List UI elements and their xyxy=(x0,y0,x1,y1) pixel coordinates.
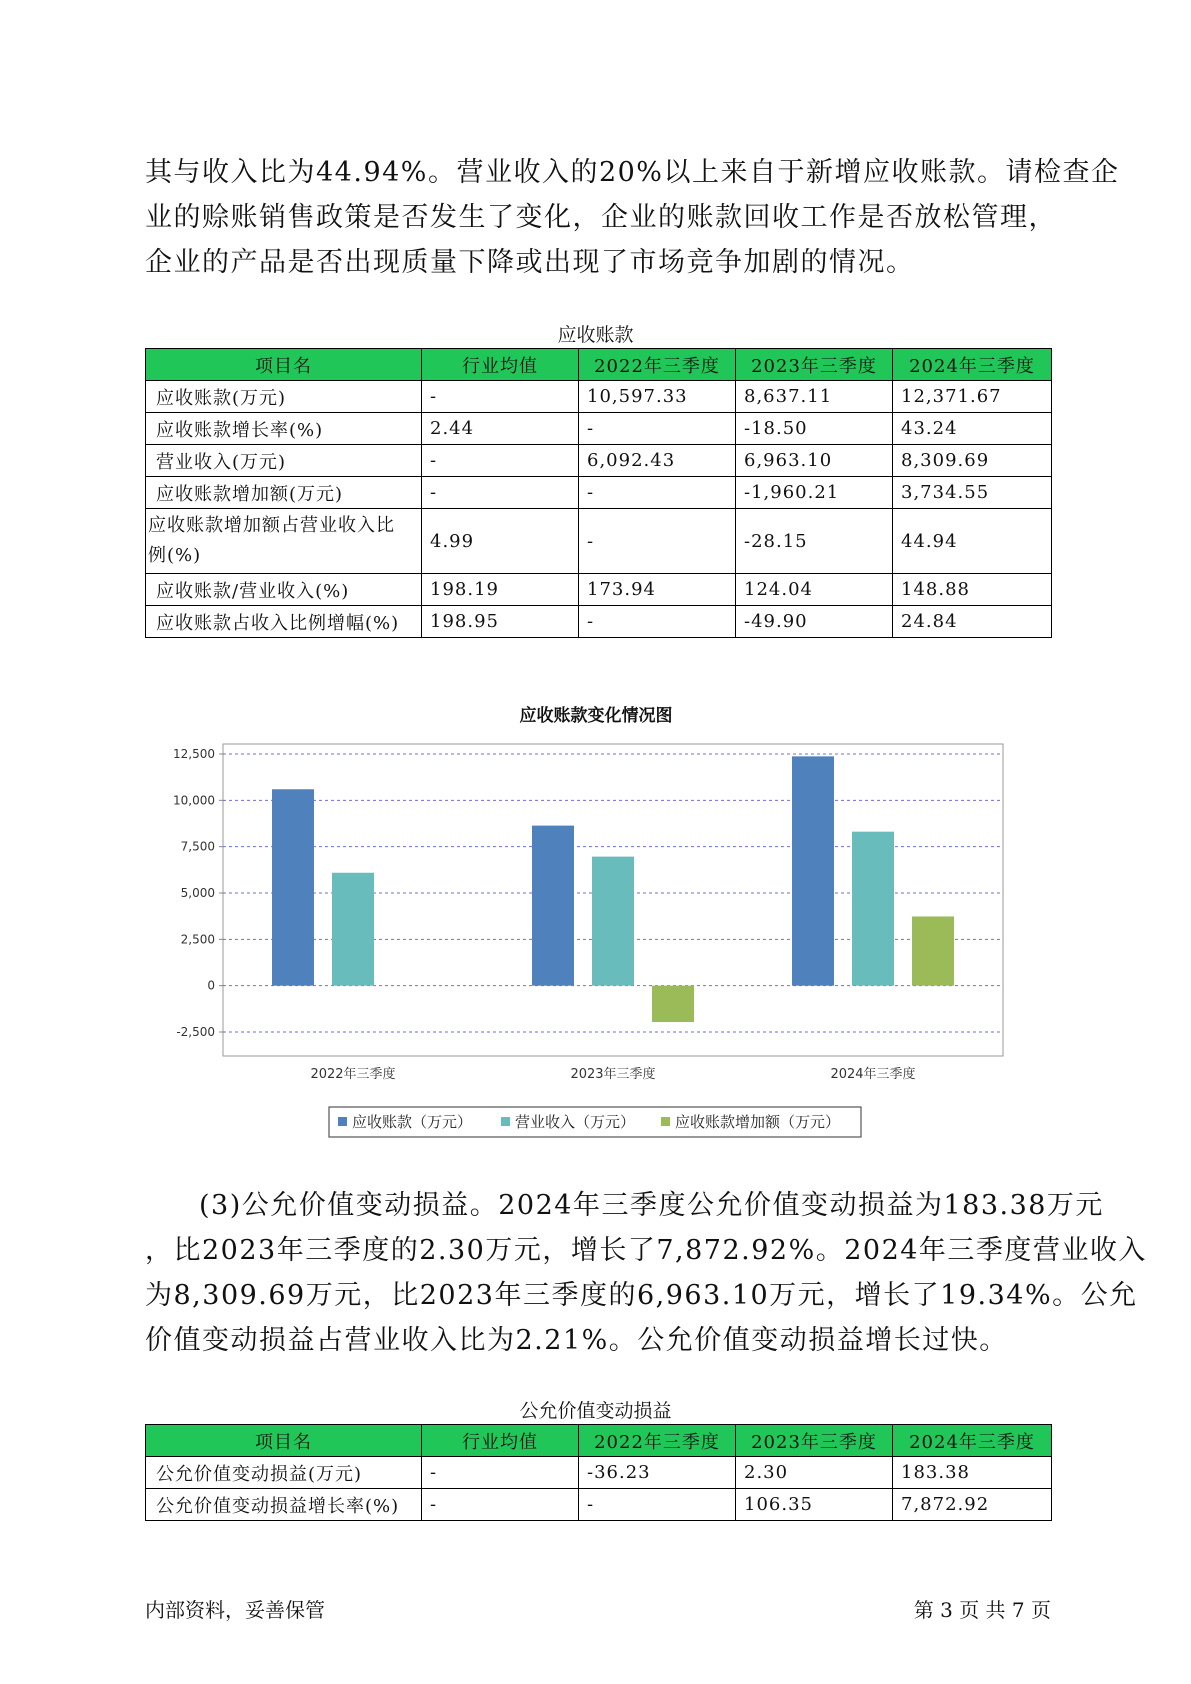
table-cell: 44.94 xyxy=(893,509,1052,574)
bar xyxy=(792,756,834,985)
y-tick-label: 10,000 xyxy=(173,793,215,808)
x-axis-ticks xyxy=(310,1066,915,1082)
table-cell: - xyxy=(422,1457,579,1489)
bar xyxy=(852,832,894,986)
legend-swatch xyxy=(338,1117,347,1126)
table-caption: 应收账款 xyxy=(557,324,634,346)
table-cell: 2.30 xyxy=(736,1457,893,1489)
table-cell: 6,092.43 xyxy=(579,445,736,477)
x-tick-label: 2023年三季度 xyxy=(570,1067,656,1082)
row-label: 应收账款(万元) xyxy=(146,381,422,413)
column-header: 2024年三季度 xyxy=(893,349,1052,381)
table-cell: -49.90 xyxy=(736,606,893,638)
text-line: ，比2023年三季度的2.30万元，增长了7,872.92%。2024年三季度营业收入 xyxy=(145,1235,1147,1266)
table-cell: - xyxy=(579,509,736,574)
row-label: 公允价值变动损益(万元) xyxy=(146,1457,422,1489)
table-cell: - xyxy=(422,477,579,509)
chart-title: 应收账款变化情况图 xyxy=(519,706,673,726)
table-cell: 8,309.69 xyxy=(893,445,1052,477)
table-cell: 24.84 xyxy=(893,606,1052,638)
table-cell: 43.24 xyxy=(893,413,1052,445)
table-cell: 198.95 xyxy=(422,606,579,638)
table-caption: 公允价值变动损益 xyxy=(519,1400,672,1422)
text-line: 企业的产品是否出现质量下降或出现了市场竞争加剧的情况。 xyxy=(145,247,915,278)
table-cell: 198.19 xyxy=(422,574,579,606)
row-label: 应收账款增长率(%) xyxy=(146,413,422,445)
table-cell: 8,637.11 xyxy=(736,381,893,413)
y-tick-label: 7,500 xyxy=(180,839,215,854)
row-label: 应收账款增加额(万元) xyxy=(146,477,422,509)
table-cell: -36.23 xyxy=(579,1457,736,1489)
paragraph-fair-value xyxy=(145,1183,1147,1363)
column-header: 行业均值 xyxy=(422,1425,579,1457)
table-cell: -28.15 xyxy=(736,509,893,574)
fair-value-table xyxy=(145,1424,1052,1521)
legend-label: 应收账款（万元） xyxy=(352,1113,473,1131)
y-tick-label: 2,500 xyxy=(180,932,215,947)
column-header: 2024年三季度 xyxy=(893,1425,1052,1457)
row-label: 公允价值变动损益增长率(%) xyxy=(146,1489,422,1521)
x-tick-label: 2024年三季度 xyxy=(830,1067,916,1082)
bar xyxy=(592,857,634,986)
bar xyxy=(332,873,374,986)
paragraph-receivables xyxy=(145,150,1120,285)
legend-swatch xyxy=(501,1117,510,1126)
row-label: 应收账款增加额占营业收入比例(%) xyxy=(146,509,422,574)
table-cell: 148.88 xyxy=(893,574,1052,606)
receivables-table xyxy=(145,348,1052,638)
text-line: 为8,309.69万元，比2023年三季度的6,963.10万元，增长了19.34%。公允 xyxy=(145,1280,1138,1311)
text-line: 业的赊账销售政策是否发生了变化，企业的账款回收工作是否放松管理， xyxy=(145,202,1057,233)
legend-label: 应收账款增加额（万元） xyxy=(675,1113,841,1131)
table-cell: 2.44 xyxy=(422,413,579,445)
page-number: 第 3 页 共 7 页 xyxy=(913,1598,1051,1622)
table-cell: - xyxy=(579,606,736,638)
table-header-row xyxy=(146,1425,1052,1457)
y-tick-label: -2,500 xyxy=(176,1025,215,1039)
table-cell: 183.38 xyxy=(893,1457,1052,1489)
table-cell: 124.04 xyxy=(736,574,893,606)
table-cell: - xyxy=(579,477,736,509)
receivables-chart xyxy=(0,700,1191,1150)
column-header: 项目名 xyxy=(146,349,422,381)
column-header: 2022年三季度 xyxy=(579,1425,736,1457)
table-cell: 4.99 xyxy=(422,509,579,574)
table-cell: 10,597.33 xyxy=(579,381,736,413)
bar xyxy=(912,916,954,985)
column-header: 2023年三季度 xyxy=(736,349,893,381)
table-row xyxy=(146,574,1052,606)
y-tick-label: 12,500 xyxy=(173,747,215,761)
y-axis-ticks xyxy=(173,747,223,1039)
column-header: 项目名 xyxy=(146,1425,422,1457)
table-cell: - xyxy=(422,445,579,477)
table-cell: - xyxy=(579,413,736,445)
bar xyxy=(532,826,574,986)
y-tick-label: 5,000 xyxy=(180,886,215,900)
table-cell: -18.50 xyxy=(736,413,893,445)
column-header: 行业均值 xyxy=(422,349,579,381)
table-row xyxy=(146,381,1052,413)
x-tick-label: 2022年三季度 xyxy=(310,1067,396,1082)
table-cell: 173.94 xyxy=(579,574,736,606)
table-cell: - xyxy=(422,1489,579,1521)
table-row xyxy=(146,413,1052,445)
table-cell: 106.35 xyxy=(736,1489,893,1521)
table-row xyxy=(146,477,1052,509)
row-label: 应收账款占收入比例增幅(%) xyxy=(146,606,422,638)
row-label: 应收账款/营业收入(%) xyxy=(146,574,422,606)
text-line: (3)公允价值变动损益。2024年三季度公允价值变动损益为183.38万元 xyxy=(199,1190,1104,1221)
table-cell: 7,872.92 xyxy=(893,1489,1052,1521)
text-line: 价值变动损益占营业收入比为2.21%。公允价值变动损益增长过快。 xyxy=(145,1325,1008,1356)
column-header: 2023年三季度 xyxy=(736,1425,893,1457)
table-row xyxy=(146,445,1052,477)
bar xyxy=(652,986,694,1022)
table-cell: -1,960.21 xyxy=(736,477,893,509)
legend-swatch xyxy=(661,1117,670,1126)
bar xyxy=(272,789,314,985)
column-header: 2022年三季度 xyxy=(579,349,736,381)
table-row xyxy=(146,1457,1052,1489)
legend-items xyxy=(338,1113,840,1131)
table-cell: 12,371.67 xyxy=(893,381,1052,413)
table-cell: 3,734.55 xyxy=(893,477,1052,509)
chart-canvas xyxy=(0,700,1191,1150)
table-row xyxy=(146,509,1052,574)
y-tick-label: 0 xyxy=(207,978,215,993)
table-cell: 6,963.10 xyxy=(736,445,893,477)
row-label: 营业收入(万元) xyxy=(146,445,422,477)
footer-note: 内部资料，妥善保管 xyxy=(145,1598,325,1622)
table-row xyxy=(146,606,1052,638)
table-cell: - xyxy=(579,1489,736,1521)
table-cell: - xyxy=(422,381,579,413)
text-line: 其与收入比为44.94%。营业收入的20%以上来自于新增应收账款。请检查企 xyxy=(145,157,1120,188)
table-header-row xyxy=(146,349,1052,381)
legend-label: 营业收入（万元） xyxy=(515,1113,636,1131)
table-row xyxy=(146,1489,1052,1521)
